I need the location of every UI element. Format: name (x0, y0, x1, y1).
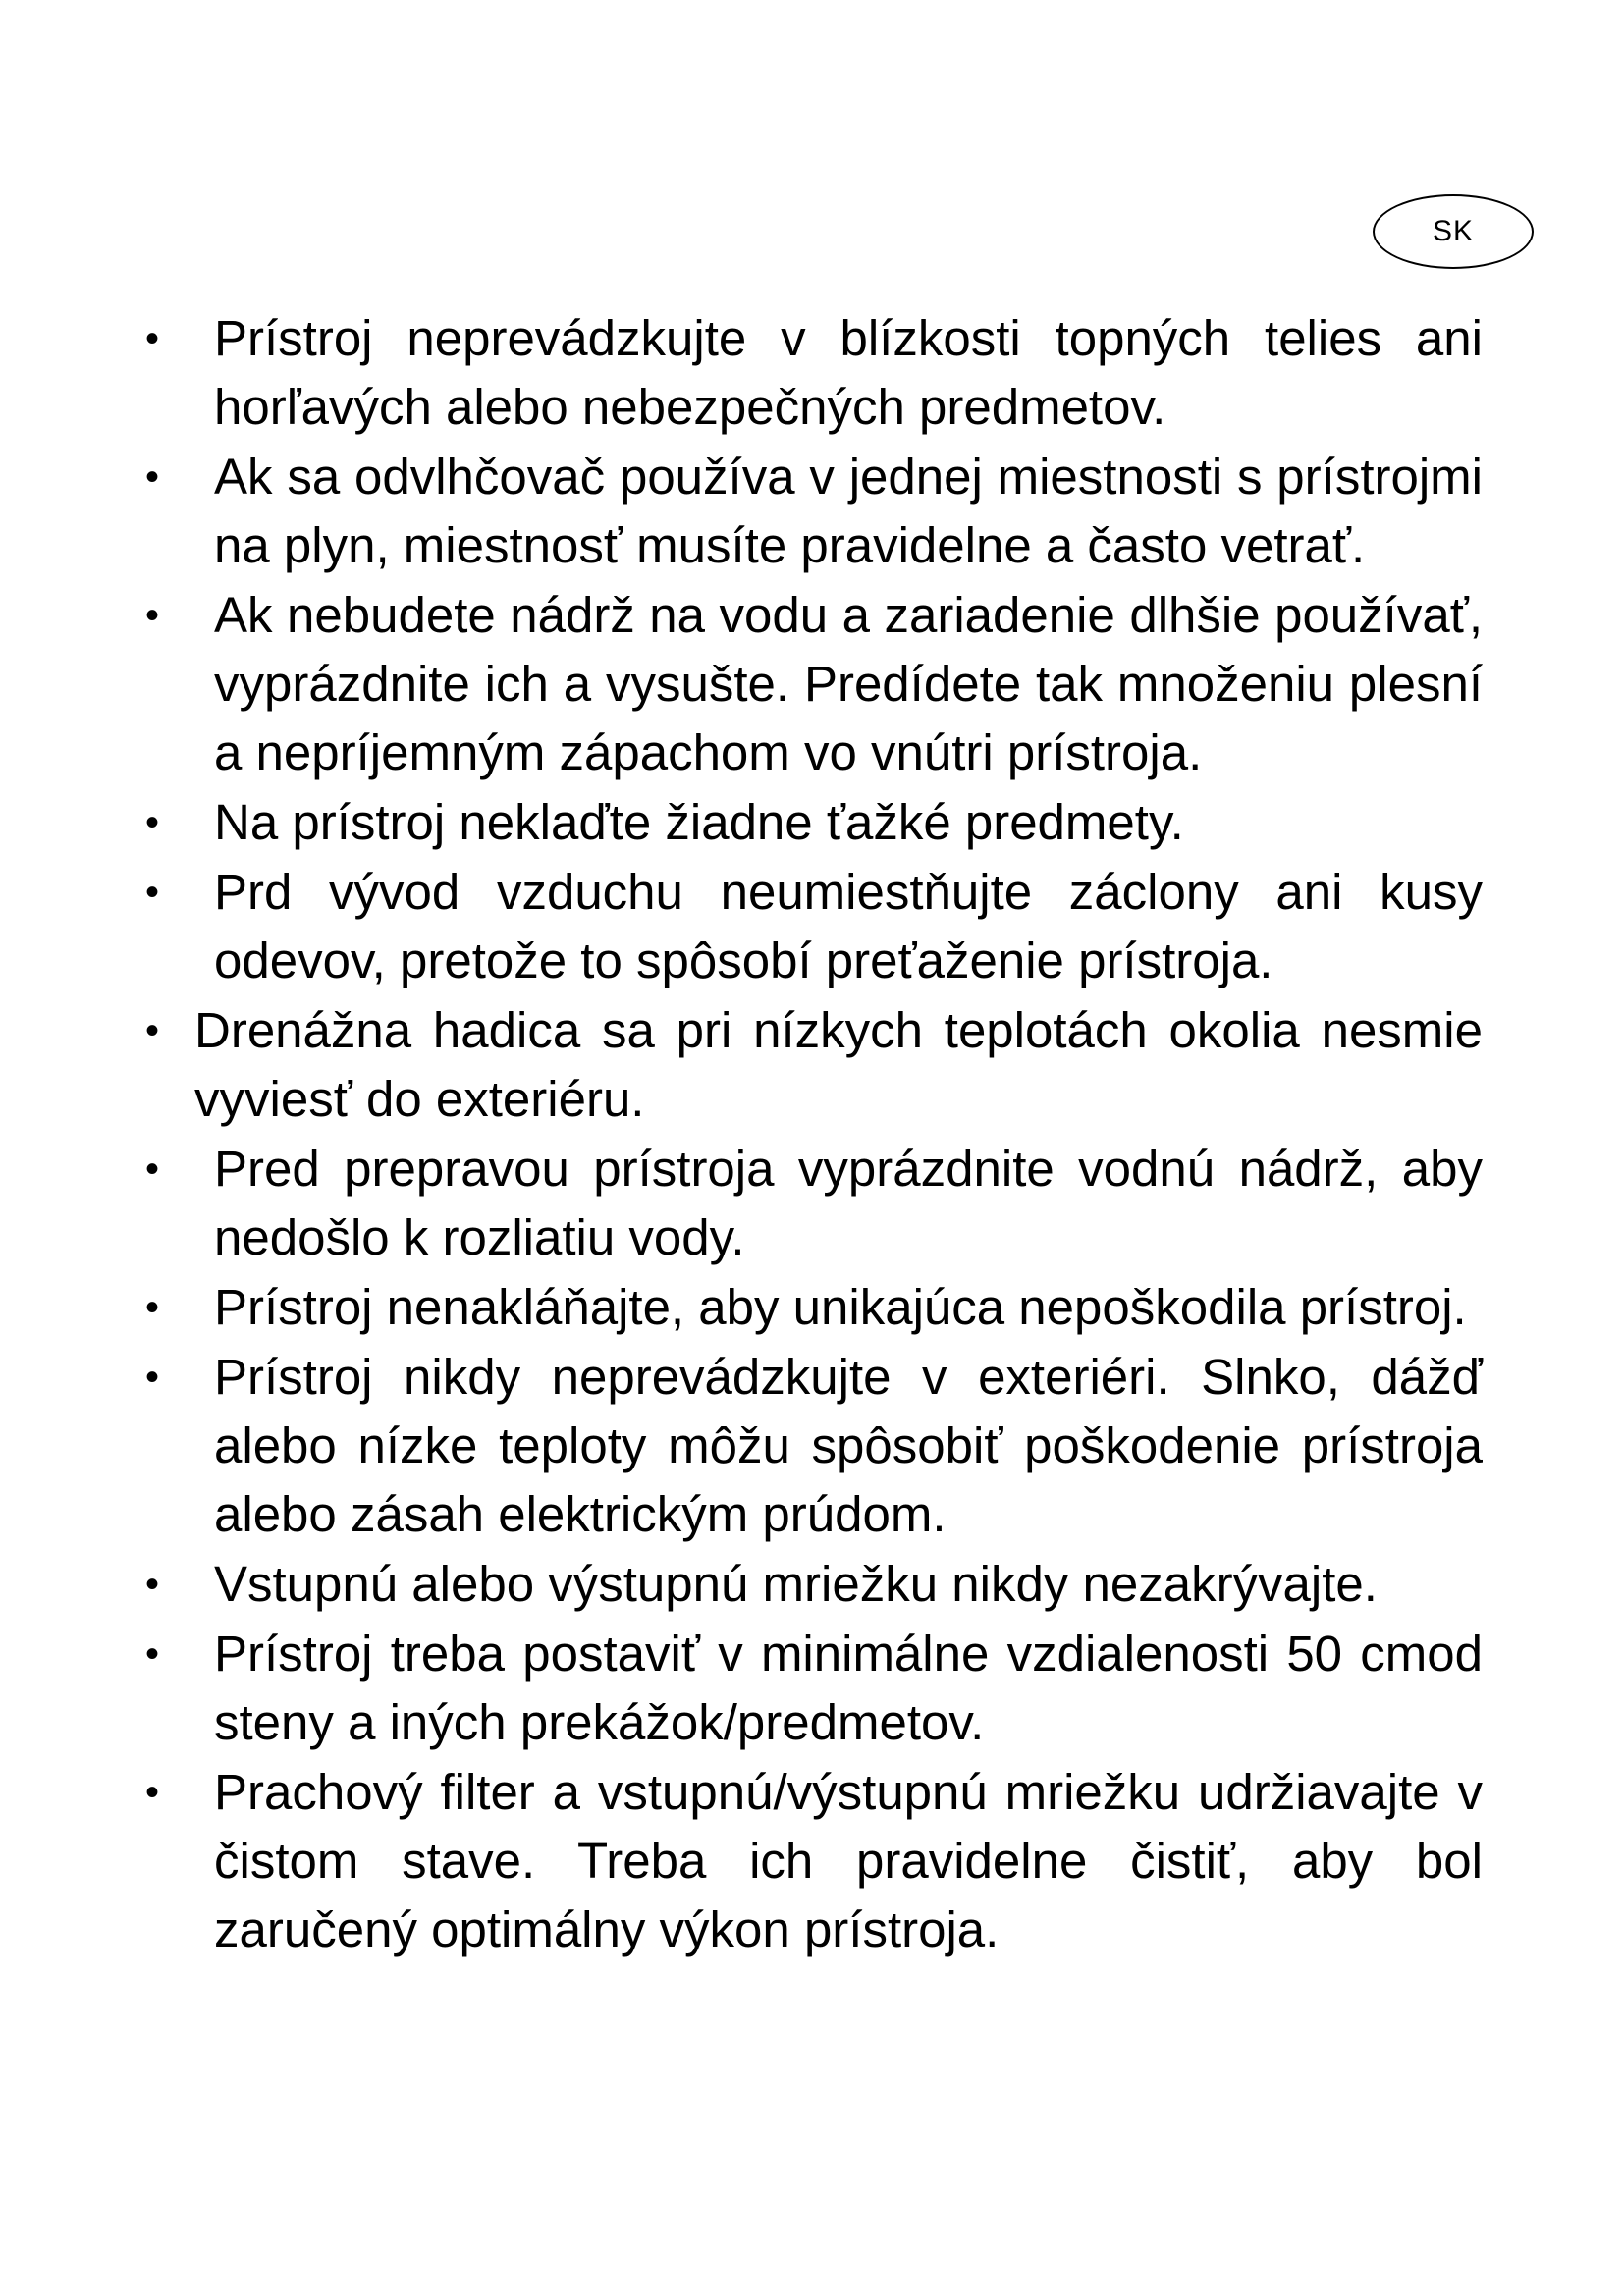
list-item-text: Na prístroj neklaďte žiadne ťažké predmety. (214, 794, 1184, 850)
bullet: • (145, 1563, 160, 1606)
list-item (137, 1620, 1483, 1757)
list-item (137, 1758, 1483, 1964)
list-item-text: Prd vývod vzduchu neumiestňujte záclony ani kusy odevov, pretože to spôsobí preťaženie prístroja. (214, 864, 1483, 988)
list-item (137, 1273, 1483, 1342)
bullet: • (145, 1356, 160, 1399)
list-item-text: Pred prepravou prístroja vyprázdnite vodnú nádrž, aby nedošlo k rozliatiu vody. (214, 1141, 1483, 1265)
bullet: • (145, 455, 160, 499)
list-item-text: Drenážna hadica sa pri nízkych teplotách okolia nesmie vyviesť do exteriéru. (194, 1002, 1483, 1127)
list-item-text: Prístroj nikdy neprevádzkujte v exteriéri. Slnko, dážď alebo nízke teploty môžu spôsobiť poškodenie prístroja alebo zásah elektrickým prúdom. (214, 1349, 1483, 1542)
bullet: • (145, 801, 160, 844)
list-item-text: Vstupnú alebo výstupnú mriežku nikdy nezakrývajte. (214, 1556, 1378, 1612)
list-item (137, 1135, 1483, 1272)
list-item (137, 858, 1483, 995)
list-item (137, 581, 1483, 787)
safety-instructions-list (137, 304, 1483, 1965)
bullet: • (145, 317, 160, 360)
list-item-text: Prístroj nenakláňajte, aby unikajúca nepoškodila prístroj. (214, 1279, 1467, 1335)
bullet: • (145, 1148, 160, 1191)
list-item (137, 304, 1483, 442)
list-item-text: Prístroj treba postaviť v minimálne vzdialenosti 50 cmod steny a iných prekážok/predmetov. (214, 1626, 1483, 1750)
list-item-text: Prachový filter a vstupnú/výstupnú mriežku udržiavajte v čistom stave. Treba ich pravidelne čistiť, aby bol zaručený optimálny výkon prístroja. (214, 1764, 1483, 1957)
list-item (137, 788, 1483, 857)
list-item-text: Ak nebudete nádrž na vodu a zariadenie dlhšie používať, vyprázdnite ich a vysušte. Predídete tak množeniu plesní a nepríjemným zápachom vo vnútri prístroja. (214, 587, 1483, 780)
bullet: • (145, 871, 160, 914)
list-item (137, 443, 1483, 580)
bullet: • (145, 594, 160, 637)
list-item (137, 1343, 1483, 1549)
language-badge: SK (1373, 194, 1534, 269)
bullet: • (145, 1286, 160, 1329)
list-item (137, 1550, 1483, 1619)
bullet: • (145, 1771, 160, 1814)
list-item (137, 996, 1483, 1134)
list-item-text: Ak sa odvlhčovač používa v jednej miestnosti s prístrojmi na plyn, miestnosť musíte pravidelne a často vetrať. (214, 449, 1483, 573)
bullet: • (145, 1009, 160, 1052)
list-item-text: Prístroj neprevádzkujte v blízkosti topných telies ani horľavých alebo nebezpečných predmetov. (214, 310, 1483, 435)
bullet: • (145, 1632, 160, 1676)
